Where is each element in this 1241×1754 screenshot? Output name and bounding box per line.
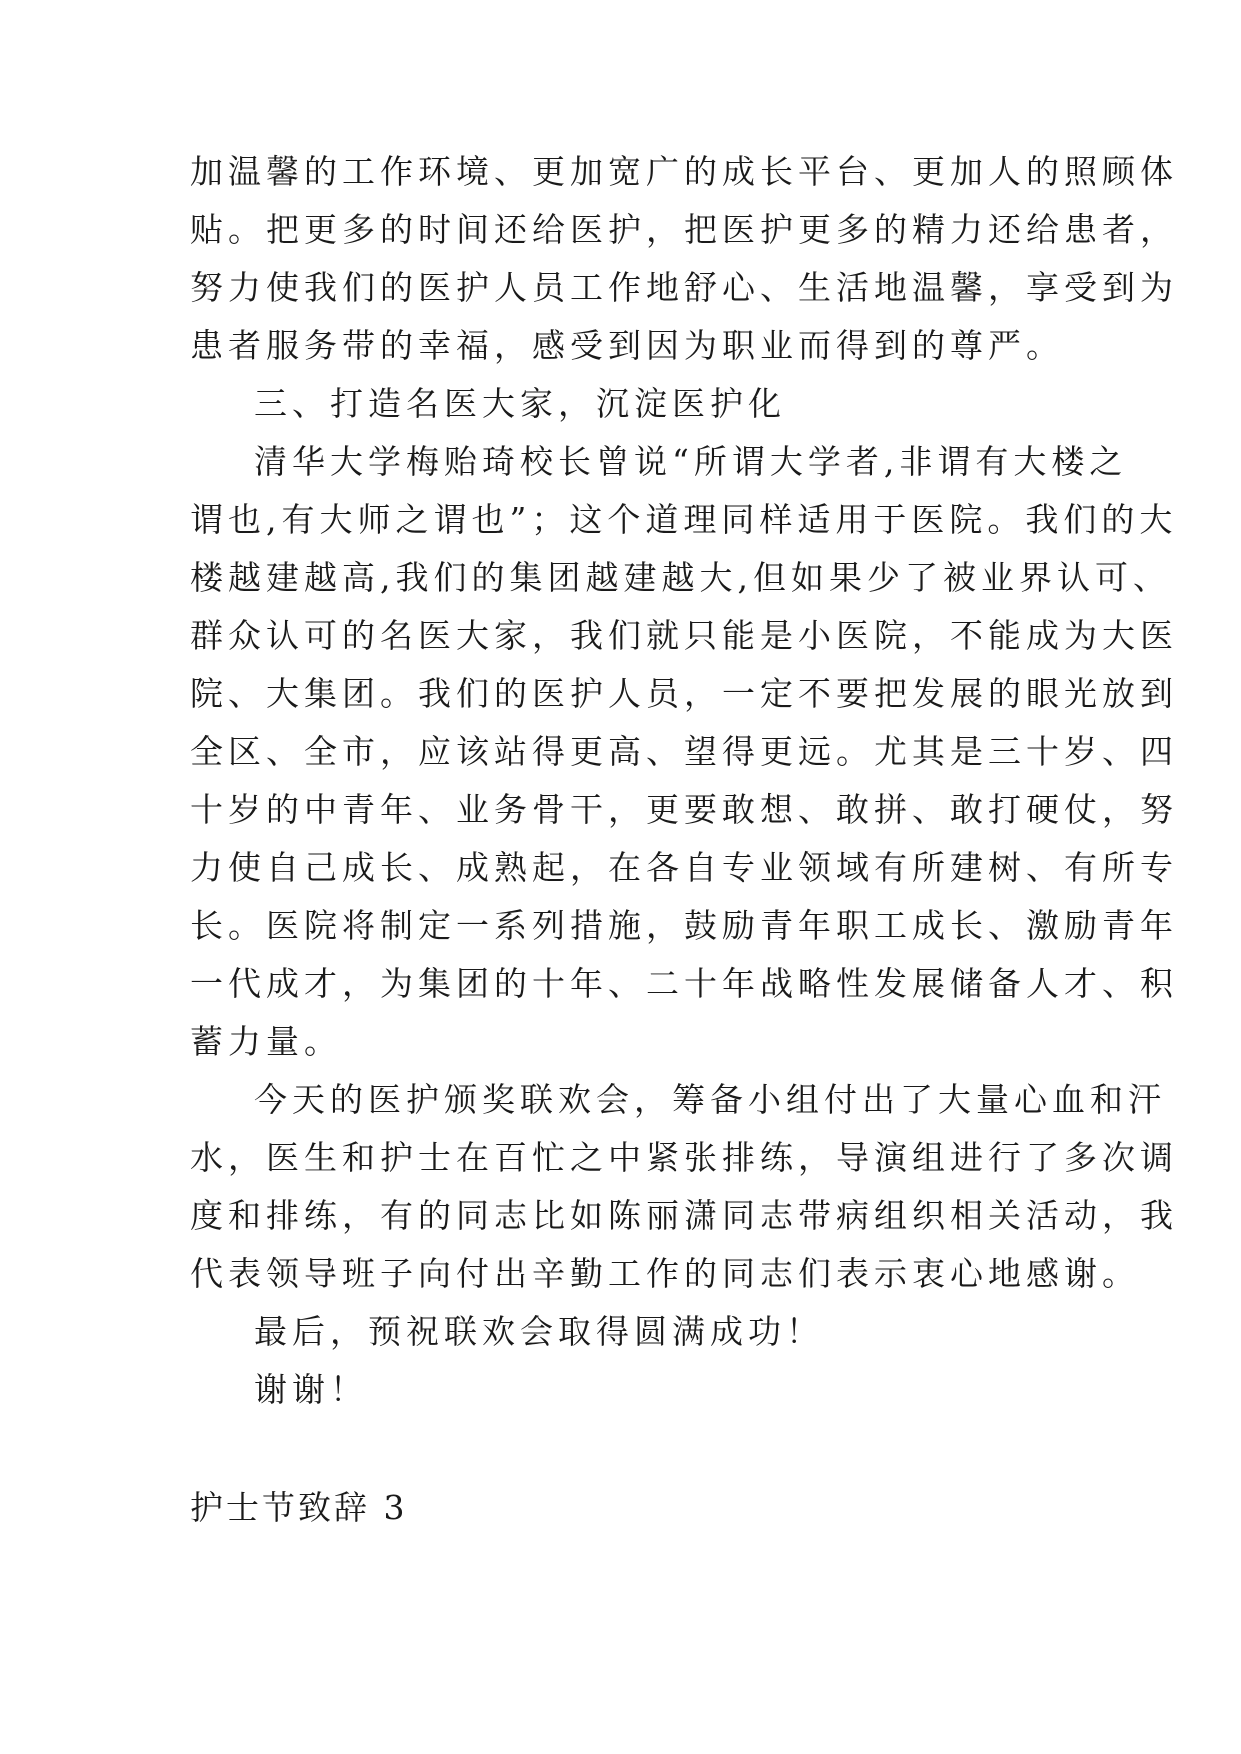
section-title: 护士节致辞 3 — [190, 1488, 408, 1527]
paragraph-line: 十岁的中青年、业务骨干，更要敢想、敢拼、敢打硬仗，努 — [190, 790, 1178, 829]
paragraph-line: 清华大学梅贻琦校长曾说“所谓大学者,非谓有大楼之 — [254, 442, 1128, 481]
paragraph-line: 院、大集团。我们的医护人员，一定不要把发展的眼光放到 — [190, 674, 1178, 713]
paragraph-line: 谓也,有大师之谓也”；这个道理同样适用于医院。我们的大 — [190, 500, 1178, 539]
paragraph-line: 水，医生和护士在百忙之中紧张排练，导演组进行了多次调 — [190, 1138, 1178, 1177]
paragraph-line: 群众认可的名医大家，我们就只能是小医院，不能成为大医 — [190, 616, 1178, 655]
paragraph-line: 代表领导班子向付出辛勤工作的同志们表示衷心地感谢。 — [190, 1254, 1140, 1293]
paragraph-line: 蓄力量。 — [190, 1022, 342, 1061]
paragraph-line: 今天的医护颁奖联欢会，筹备小组付出了大量心血和汗 — [254, 1080, 1166, 1119]
paragraph-line: 长。医院将制定一系列措施，鼓励青年职工成长、激励青年 — [190, 906, 1178, 945]
paragraph-line: 力使自己成长、成熟起，在各自专业领域有所建树、有所专 — [190, 848, 1178, 887]
closing-line: 最后，预祝联欢会取得圆满成功！ — [254, 1312, 824, 1351]
section-heading: 三、打造名医大家，沉淀医护化 — [254, 384, 786, 423]
paragraph-line: 度和排练，有的同志比如陈丽潇同志带病组织相关活动，我 — [190, 1196, 1178, 1235]
paragraph-line: 全区、全市，应该站得更高、望得更远。尤其是三十岁、四 — [190, 732, 1178, 771]
paragraph-line: 贴。把更多的时间还给医护，把医护更多的精力还给患者， — [190, 210, 1178, 249]
paragraph-line: 楼越建越高,我们的集团越建越大,但如果少了被业界认可、 — [190, 558, 1171, 597]
paragraph-line: 患者服务带的幸福，感受到因为职业而得到的尊严。 — [190, 326, 1064, 365]
paragraph-line: 加温馨的工作环境、更加宽广的成长平台、更加人的照顾体 — [190, 152, 1178, 191]
paragraph-line: 努力使我们的医护人员工作地舒心、生活地温馨，享受到为 — [190, 268, 1178, 307]
paragraph-line: 一代成才，为集团的十年、二十年战略性发展储备人才、积 — [190, 964, 1178, 1003]
closing-thanks: 谢谢！ — [254, 1370, 368, 1409]
